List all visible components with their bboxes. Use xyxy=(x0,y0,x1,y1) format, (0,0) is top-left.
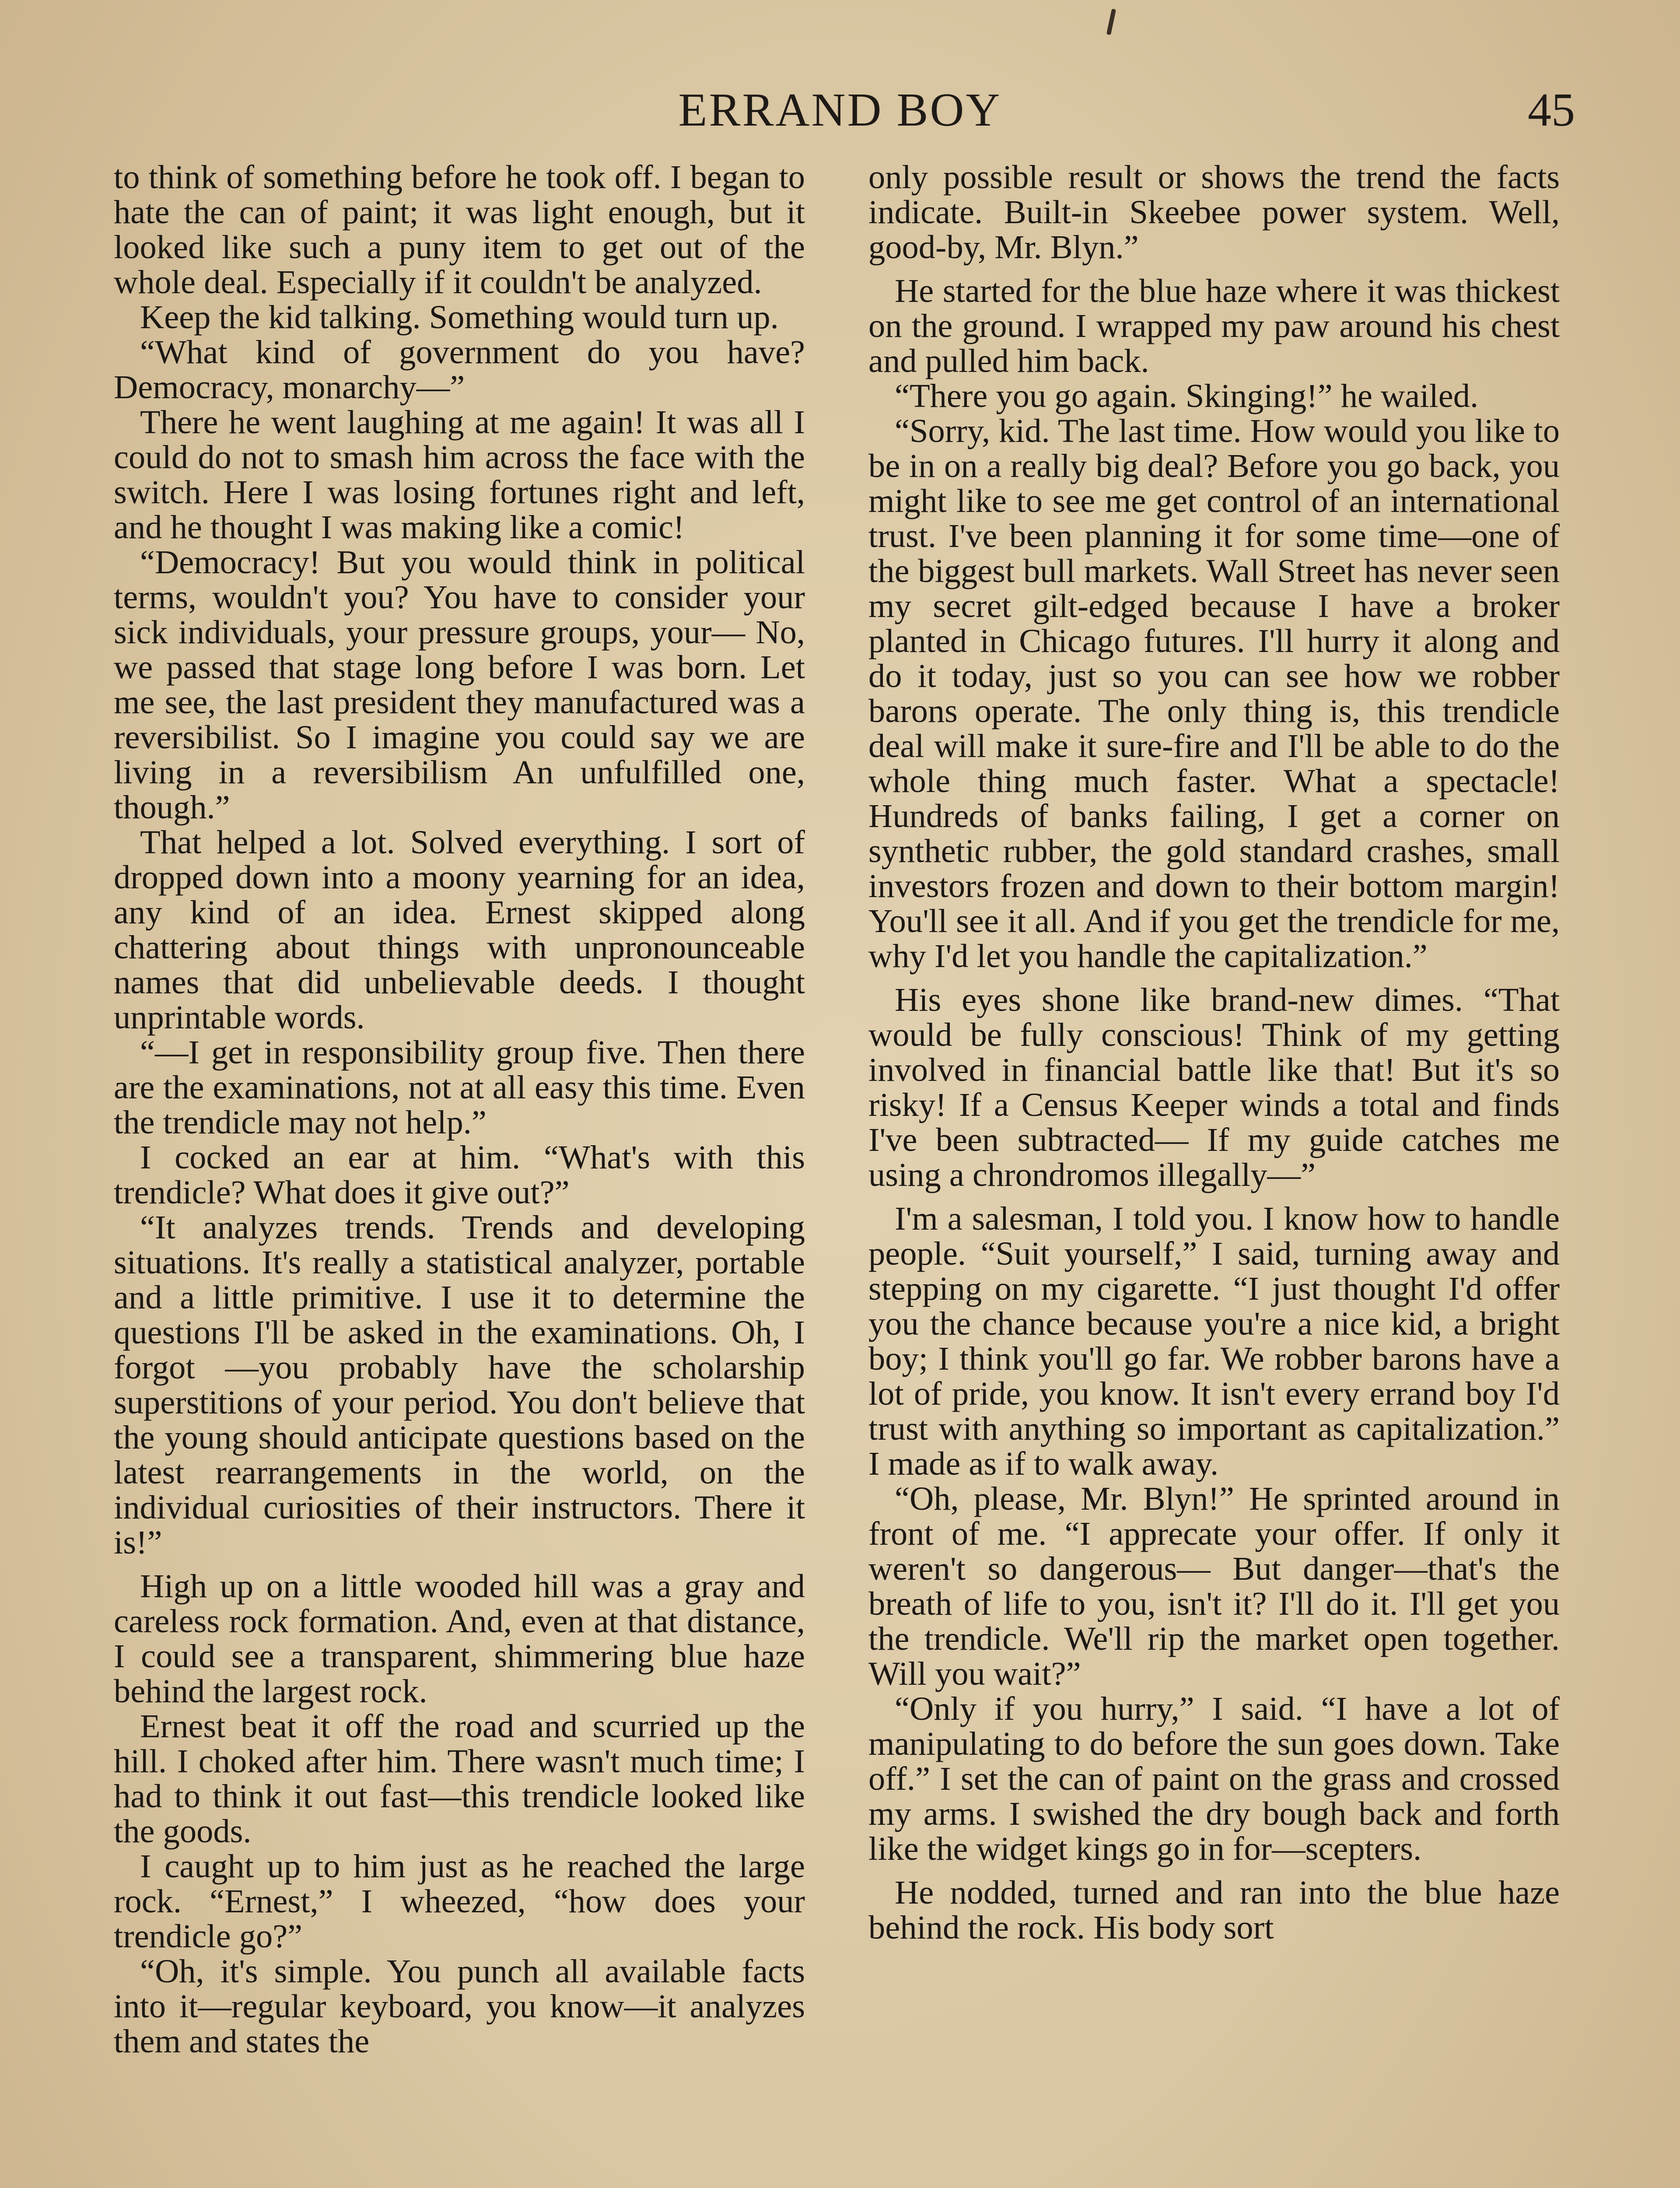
paragraph: I caught up to him just as he reached the large rock. “Ernest,” I wheezed, “how does your trendicle go?” xyxy=(114,1848,805,1955)
paragraph: “What kind of government do you have? Democracy, monarchy—” xyxy=(114,333,805,406)
paragraph: That helped a lot. Solved everything. I sort of dropped down into a moony yearning for an idea, any kind of an idea. Ernest skipped along chattering about things with unpronounceable names that did unbelievable deeds. I thought unprintable words. xyxy=(114,824,805,1036)
paragraph: to think of something before he took off. I began to hate the can of paint; it was light enough, but it looked like such a puny item to get out of the whole deal. Especially if it couldn't be analyzed. xyxy=(114,160,805,301)
paragraph: Keep the kid talking. Something would turn up. xyxy=(140,298,779,336)
paragraph: I'm a salesman, I told you. I know how to handle people. “Suit yourself,” I said, turning away and stepping on my cigarette. “I just thought I'd offer you the chance because you're a nice kid, a bright boy; I think you'll go far. We robber barons have a lot of pride, you know. It isn't every errand boy I'd trust with anything so important as capitalization.” I made as if to walk away. xyxy=(868,1200,1560,1482)
right-text-column xyxy=(868,160,1560,2188)
paragraph: only possible result or shows the trend the facts indicate. Built-in Skeebee power system. Well, good-by, Mr. Blyn.” xyxy=(868,160,1560,266)
paragraph: “Only if you hurry,” I said. “I have a lot of manipulating to do before the sun goes down. Take off.” I set the can of paint on the grass and crossed my arms. I swished the dry bough back and forth like the widget kings go in for—scepters. xyxy=(868,1690,1560,1867)
paragraph: His eyes shone like brand-new dimes. “That would be fully conscious! Think of my getting involved in financial battle like that! But it's so risky! If a Census Keeper winds a total and finds I've been subtracted— If my guide catches me using a chrondromos illegally—” xyxy=(868,981,1560,1193)
paragraph: “Sorry, kid. The last time. How would you like to be in on a really big deal? Before you go back, you might like to see me get control of an international trust. I've been planning it for some time—one of the biggest bull markets. Wall Street has never seen my secret gilt-edged because I have a broker planted in Chicago futures. I'll hurry it along and do it today, just so you can see how we robber barons operate. The only thing is, this trendicle deal will make it sure-fire and I'll be able to do the whole thing much faster. What a spectacle! Hundreds of banks failing, I get a corner on synthetic rubber, the gold standard crashes, small investors frozen and down to their bottom margin! You'll see it all. And if you get the trendicle for me, why I'd let you handle the capitalization.” xyxy=(868,412,1560,975)
paragraph: “Oh, please, Mr. Blyn!” He sprinted around in front of me. “I apprecate your offer. If only it weren't so dangerous— But danger—that's the breath of life to you, isn't it? I'll do it. I'll get you the trendicle. We'll rip the market open together. Will you wait?” xyxy=(868,1480,1560,1692)
paragraph: High up on a little wooded hill was a gray and careless rock formation. And, even at that distance, I could see a transparent, shimmering blue haze behind the largest rock. xyxy=(114,1567,805,1710)
paragraph: He nodded, turned and ran into the blue haze behind the rock. His body sort xyxy=(868,1874,1560,1946)
paragraph: “It analyzes trends. Trends and developing situations. It's really a statistical analyzer, portable and a little primitive. I use it to determine the questions I'll be asked in the examinations. Oh, I forgot —you probably have the scholarship superstitions of your period. You don't believe that the young should anticipate questions based on the latest rearrangements in the world, on the individual curiosities of their instructors. There it is!” xyxy=(114,1209,805,1561)
paragraph: “Democracy! But you would think in political terms, wouldn't you? You have to consider your sick individuals, your pressure groups, your— No, we passed that stage long before I was born. Let me see, the last president they manufactured was a reversibilist. So I imagine you could say we are living in a reversibilism An unfulfilled one, though.” xyxy=(114,543,805,826)
paragraph: “There you go again. Skinging!” he wailed. xyxy=(895,377,1479,414)
page-number: 45 xyxy=(1528,84,1575,136)
paragraph: I cocked an ear at him. “What's with this trendicle? What does it give out?” xyxy=(114,1139,805,1211)
running-title: ERRAND BOY xyxy=(678,84,1002,136)
paragraph: “—I get in responsibility group five. Then there are the examinations, not at all easy this time. Even the trendicle may not help.” xyxy=(114,1034,805,1141)
ink-speck xyxy=(1106,9,1116,35)
paragraph: Ernest beat it off the road and scurried up the hill. I choked after him. There wasn't much time; I had to think it out fast—this trendicle looked like the goods. xyxy=(114,1708,805,1850)
running-head xyxy=(0,83,1680,140)
left-text-column xyxy=(114,160,805,2188)
paragraph: “Oh, it's simple. You punch all available facts into it—regular keyboard, you know—it analyzes them and states the xyxy=(114,1953,805,2060)
paragraph: He started for the blue haze where it was thickest on the ground. I wrapped my paw around his chest and pulled him back. xyxy=(868,272,1560,379)
paragraph: There he went laughing at me again! It was all I could do not to smash him across the face with the switch. Here I was losing fortunes right and left, and he thought I was making like a comic! xyxy=(114,403,805,546)
